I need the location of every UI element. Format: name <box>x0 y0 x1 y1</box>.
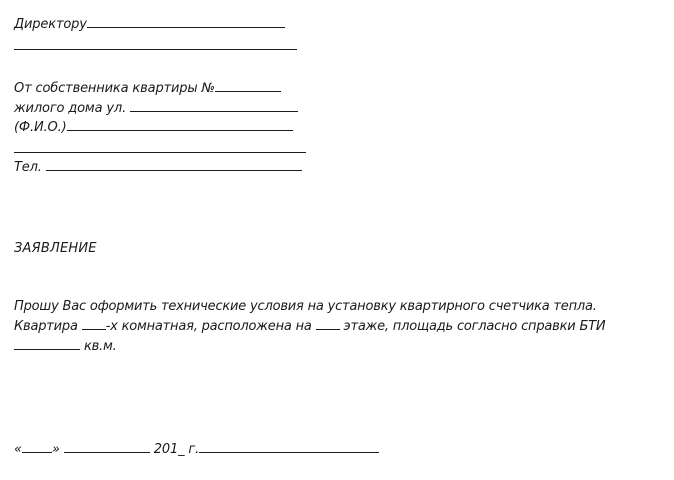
body-line-2 <box>14 317 664 337</box>
phone-label: Тел. <box>14 160 42 175</box>
owner-label: От собственника квартиры № <box>14 81 215 96</box>
document-title: ЗАЯВЛЕНИЕ <box>14 241 97 256</box>
date-close-quote: » <box>51 442 60 457</box>
signature-field[interactable] <box>199 440 379 453</box>
day-field[interactable] <box>22 440 52 453</box>
fio-field[interactable] <box>67 118 293 131</box>
addressee-name-field[interactable] <box>87 15 285 28</box>
street-field[interactable] <box>130 99 298 112</box>
floor-field[interactable] <box>316 317 340 330</box>
date-year: 201_ г. <box>153 442 200 457</box>
phone-field[interactable] <box>46 158 302 171</box>
apartment-number-field[interactable] <box>215 79 281 92</box>
body-rooms-text: -х комнатная, расположена на <box>105 319 312 334</box>
fio-line <box>14 118 293 137</box>
body-apartment-label: Квартира <box>14 319 78 334</box>
street-line <box>14 99 298 118</box>
fio-label: (Ф.И.О.) <box>14 120 67 135</box>
addressee-label: Директору <box>14 17 87 32</box>
street-label: жилого дома ул. <box>14 101 127 116</box>
date-open-quote: « <box>14 442 22 457</box>
body-line-1: Прошу Вас оформить технические условия на установку квартирного счетчика тепла. <box>14 299 597 314</box>
owner-line <box>14 79 281 98</box>
rooms-count-field[interactable] <box>82 317 106 330</box>
month-field[interactable] <box>64 440 150 453</box>
body-floor-text: этаже, площадь согласно справки БТИ <box>343 319 606 334</box>
addressee-line <box>14 15 285 34</box>
area-field[interactable] <box>14 337 80 350</box>
phone-line <box>14 158 302 177</box>
area-unit: кв.м. <box>83 339 117 354</box>
body-line-3 <box>14 337 664 357</box>
fio-second-line-field[interactable] <box>14 152 306 153</box>
date-line <box>14 440 379 459</box>
addressee-second-line-field[interactable] <box>14 49 297 50</box>
